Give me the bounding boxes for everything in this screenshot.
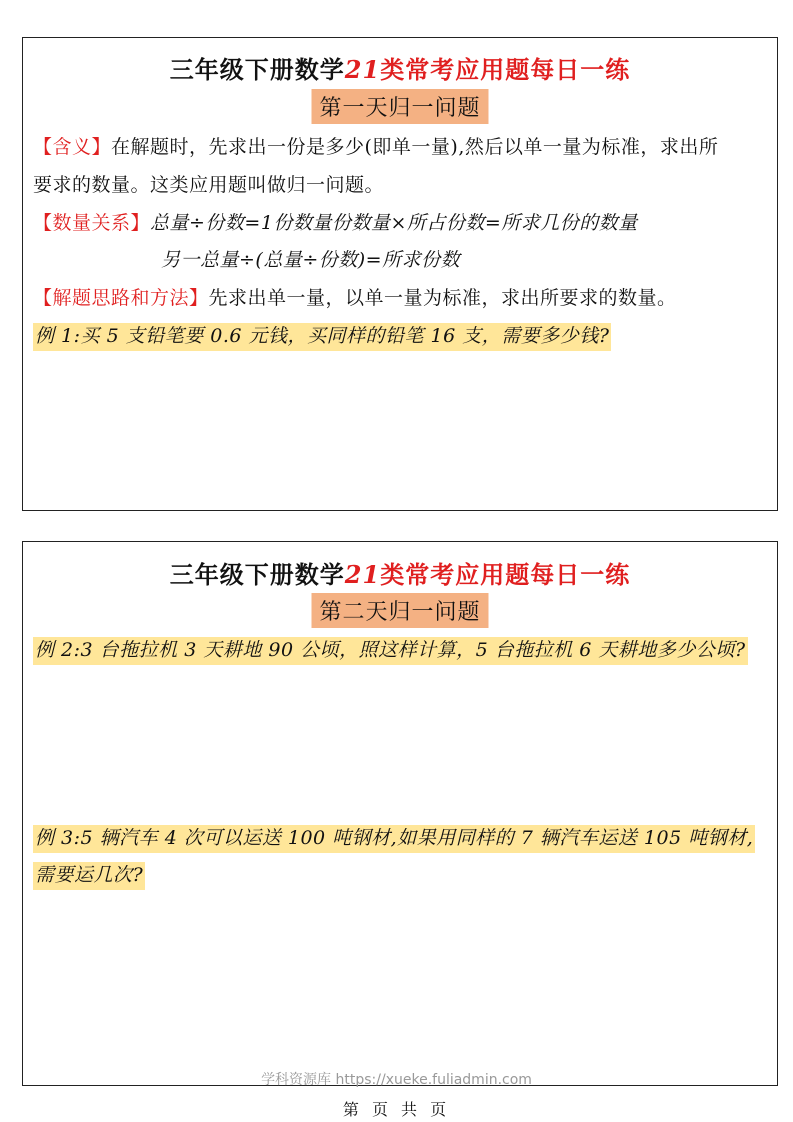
example-3-part-1: 例 3:5 辆汽车 4 次可以运送 100 吨钢材,如果用同样的 7 辆汽车运送 105 吨钢材,: [33, 825, 755, 853]
example-1-line: [33, 323, 769, 349]
meaning-text-1: 在解题时，先求出一份是多少(即单一量),然后以单一量为标准，求出所: [111, 136, 719, 158]
title-red: 类常考应用题每日一练: [380, 55, 631, 84]
relation-line-2: 另一总量÷(总量÷份数)=所求份数: [161, 249, 461, 271]
watermark: 学科资源库 https://xueke.fuliadmin.com: [261, 1072, 532, 1088]
method-text: 先求出单一量，以单一量为标准，求出所要求的数量。: [208, 287, 677, 309]
day-label: 第一天归一问题: [311, 89, 488, 124]
meaning-line-1: [33, 134, 769, 160]
example-3-line-1: [33, 825, 769, 851]
worksheet-section-day2: [22, 541, 778, 1086]
section-title: [23, 50, 777, 85]
title-number: 21: [344, 55, 381, 84]
section-title: [23, 555, 777, 590]
title-black: 三年级下册数学: [169, 560, 345, 589]
worksheet-section-day1: [22, 37, 778, 511]
relation-tag: 【数量关系】: [33, 212, 151, 234]
example-1: 例 1:买 5 支铅笔要 0.6 元钱，买同样的铅笔 16 支，需要多少钱?: [33, 323, 611, 351]
example-2-line: [33, 637, 769, 663]
example-3-part-2: 需要运几次?: [33, 862, 145, 890]
meaning-line-2: 要求的数量。这类应用题叫做归一问题。: [33, 174, 385, 196]
meaning-tag: 【含义】: [33, 136, 112, 158]
example-3-line-2: [33, 862, 769, 888]
method-line: [33, 285, 769, 311]
title-number: 21: [344, 560, 381, 589]
method-tag: 【解题思路和方法】: [33, 287, 209, 309]
page-number: 第 页 共 页: [342, 1100, 451, 1119]
relation-text-1: 总量÷份数=1份数量份数量×所占份数=所求几份的数量: [150, 212, 638, 234]
relation-line-1: [33, 210, 769, 236]
day-label: 第二天归一问题: [311, 593, 488, 628]
title-black: 三年级下册数学: [169, 55, 345, 84]
example-2: 例 2:3 台拖拉机 3 天耕地 90 公顷，照这样计算，5 台拖拉机 6 天耕地多少公顷?: [33, 637, 748, 665]
title-red: 类常考应用题每日一练: [380, 560, 631, 589]
